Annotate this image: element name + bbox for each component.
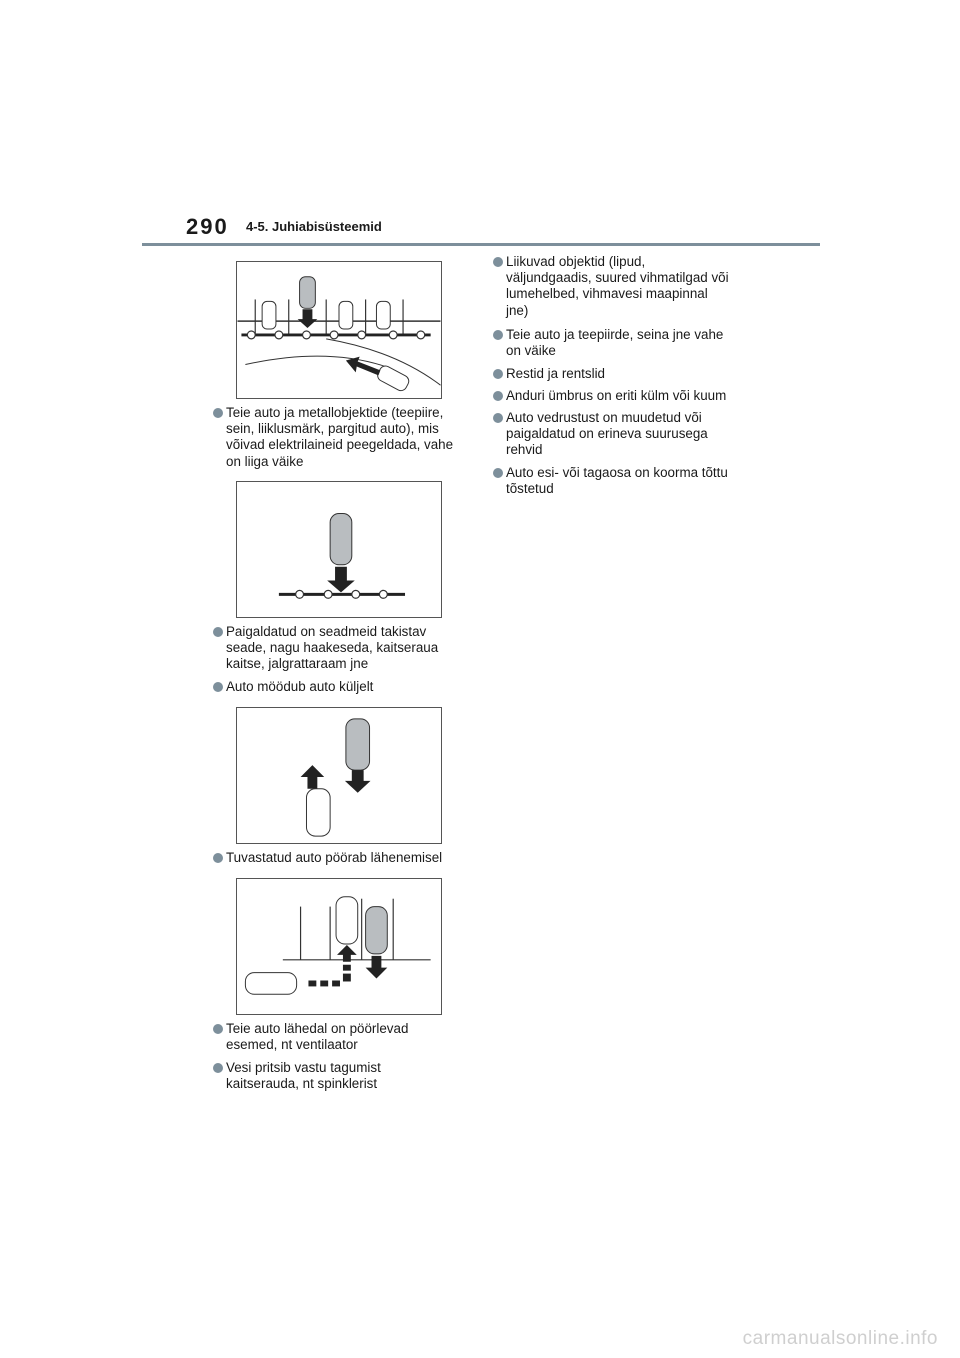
metal-objects-illustration [237, 262, 441, 398]
list-item: Restid ja rentslid [493, 366, 763, 384]
bullet-icon [493, 369, 503, 379]
list-item: Auto vedrustust on muudetud või paigaldatud on erineva suurusega rehvid [493, 410, 763, 460]
bullet-icon [493, 391, 503, 401]
bullet-icon [213, 853, 223, 863]
bullet-icon [493, 330, 503, 340]
list-item: Auto esi- või tagaosa on koorma tõttu tõstetud [493, 465, 763, 499]
bullet-icon [213, 408, 223, 418]
list-item: Teie auto lähedal on pöörlevad esemed, nt ventilaator [213, 1021, 473, 1055]
list-item: Paigaldatud on seadmeid takistav seade, nagu haakeseda, kaitseraua kaitse, jalgrattaraam jne [213, 624, 473, 674]
bullet-icon [493, 413, 503, 423]
passing-vehicle-illustration [237, 708, 441, 843]
bullet-icon [213, 627, 223, 637]
figure-metal-objects [236, 261, 442, 399]
list-item: Vesi pritsib vastu tagumist kaitserauda, nt spinklerist [213, 1060, 473, 1094]
list-item: Teie auto ja teepiirde, seina jne vahe on väike [493, 327, 763, 361]
header-divider [142, 243, 820, 246]
turning-vehicle-illustration [237, 879, 441, 1014]
towing-devices-illustration [237, 482, 441, 617]
section-title: 4-5. Juhiabisüsteemid [246, 219, 382, 234]
list-item: Teie auto ja metallobjektide (teepiire, sein, liiklusmärk, pargitud auto), mis võivad elektrilaineid peegeldada, vahe on liiga väike [213, 405, 473, 471]
figure-passing-vehicle [236, 707, 442, 844]
bullet-icon [213, 1063, 223, 1073]
figure-towing-devices [236, 481, 442, 618]
figure-turning-vehicle [236, 878, 442, 1015]
list-item: Tuvastatud auto pöörab lähenemisel [213, 850, 473, 868]
bullet-icon [213, 682, 223, 692]
bullet-icon [493, 257, 503, 267]
bullet-icon [213, 1024, 223, 1034]
list-item: Liikuvad objektid (lipud, väljundgaadis, suured vihmatilgad või lumehelbed, vihmavesi maapinnal jne) [493, 254, 763, 320]
watermark: carmanualsonline.info [742, 1328, 938, 1349]
bullet-icon [493, 468, 503, 478]
list-item: Anduri ümbrus on eriti külm või kuum [493, 388, 763, 406]
page-number: 290 [186, 214, 229, 239]
list-item: Auto möödub auto küljelt [213, 679, 473, 697]
